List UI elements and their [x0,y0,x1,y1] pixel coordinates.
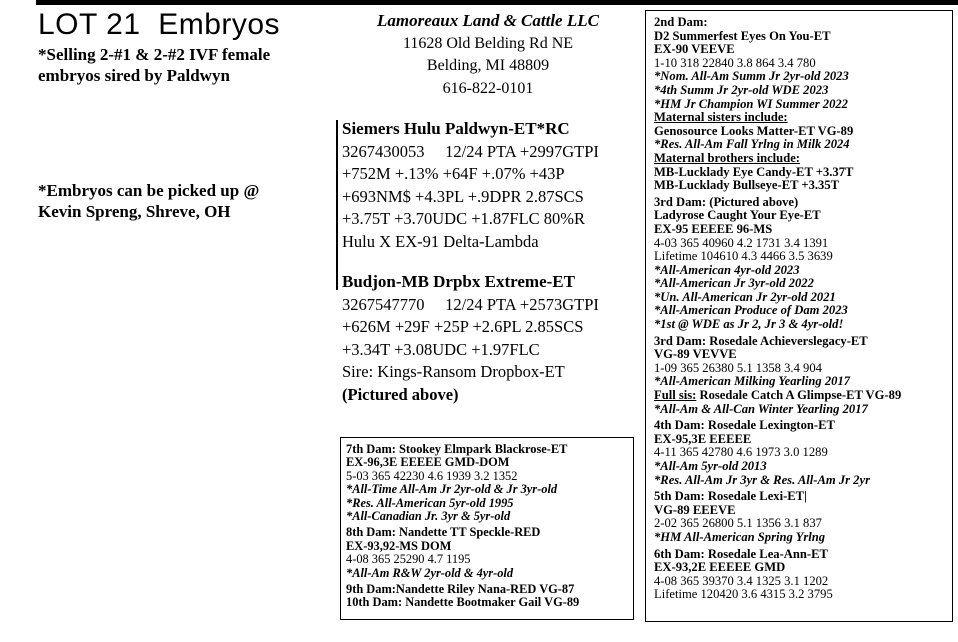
sire-name: Siemers Hulu Paldwyn-ET*RC [342,119,570,138]
dam-4-record: 4-11 365 42780 4.6 1973 3.0 1289 [654,445,828,460]
dam-2-name: D2 Summerfest Eyes On You-ET [654,28,831,43]
dam-5-award: *HM All-American Spring Yrlng [654,529,826,544]
selling-note [38,44,270,86]
selling-note-line: *Selling 2-#1 & 2-#2 IVF female [38,45,271,64]
dam-3a-award: *1st @ WDE as Jr 2, Jr 3 & 4yr-old! [654,317,844,332]
dam-3a-award: *Un. All-American Jr 2yr-old 2021 [654,289,836,304]
dam-3b-full-sister [654,389,901,403]
maternal-brother: MB-Lucklady Eye Candy-ET +3.37T [654,164,854,179]
dam-3a-score: EX-95 EEEEE 96-MS [654,221,773,236]
dam-3a-title: 3rd Dam: (Pictured above) [654,194,799,209]
dam-3b-award: *All-American Milking Yearling 2017 [654,374,851,389]
sire-divider [336,120,338,290]
sire-name: Budjon-MB Drpbx Extreme-ET [342,272,575,291]
dam-8-score: EX-93,92-MS DOM [346,538,452,553]
dam-4-award: *All-Am 5yr-old 2013 [654,459,767,473]
maternal-sister-award: *Res. All-Am Fall Yrlng in Milk 2024 [654,137,850,152]
dam-2-award: *HM Jr Champion WI Summer 2022 [654,96,848,111]
farm-info [358,10,618,100]
lot-title [38,8,280,42]
dam-7-record: 5-03 365 42230 4.6 1939 3.2 1352 [346,468,518,483]
dam-2-title: 2nd Dam: [654,15,708,29]
pickup-note-line: Kevin Spreng, Shreve, OH [38,202,231,221]
dam-3a-lifetime: Lifetime 104610 4.3 4466 3.5 3639 [654,249,833,264]
top-rule [36,0,958,5]
dam-4-award: *Res. All-Am Jr 3yr & Res. All-Am Jr 2yr [654,472,870,487]
dam-7-award: *Res. All-American 5yr-old 1995 [346,495,514,510]
dam-3a-award: *All-American Jr 3yr-old 2022 [654,276,814,291]
dam-3a-name: Ladyrose Caught Your Eye-ET [654,208,821,223]
dam-3b-full-sister-award: *All-Am & All-Can Winter Yearling 2017 [654,401,868,416]
farm-phone: 616-822-0101 [442,79,534,97]
dam-5-score: VG-89 EEEVE [654,502,736,517]
pickup-note [38,180,259,222]
dam-3a-award: *All-American Produce of Dam 2023 [654,303,848,318]
sire-line: +693NM$ +4.3PL +.9DPR 2.87SCS [342,186,584,206]
dam-8-record: 4-08 365 25290 4.7 1195 [346,552,471,567]
maternal-brother: MB-Lucklady Bullseye-ET +3.35T [654,178,840,193]
sire-line: +3.75T +3.70UDC +1.87FLC 80%R [342,209,586,228]
dam-6-title: 6th Dam: Rosedale Lea-Ann-ET [654,546,828,561]
dam-3b-score: VG-89 VEVVE [654,347,737,362]
sire-line: Hulu X EX-91 Delta-Lambda [342,231,539,251]
deep-dams-list [346,443,579,610]
farm-city: Belding, MI 48809 [426,57,550,74]
dam-3a-award: *All-American 4yr-old 2023 [654,262,800,277]
dam-7-award: *All-Canadian Jr. 3yr & 5yr-old [346,509,511,524]
full-sister-label: Full sis: [654,388,697,403]
dam-2-record: 1-10 318 22840 3.8 864 3.4 780 [654,55,816,70]
lot-number: LOT 21 [38,8,141,41]
dam-4-title: 4th Dam: Rosedale Lexington-ET [654,418,835,433]
sire-line: Sire: Kings-Ransom Dropbox-ET [342,362,565,381]
dam-2-award: *4th Summ Jr 2yr-old WDE 2023 [654,82,829,97]
sire-line: +752M +.13% +64F +.07% +43P [342,164,565,183]
lot-title-word: Embryos [158,8,281,41]
dam-2-award: *Nom. All-Am Summ Jr 2yr-old 2023 [654,69,849,84]
sire-line: 3267430053 12/24 PTA +2997GTPI [342,141,599,161]
sire-line: +3.34T +3.08UDC +1.97FLC [342,339,540,359]
farm-address: 11628 Old Belding Rd NE [402,34,574,52]
full-sister-name: Rosedale Catch A Glimpse-ET VG-89 [696,388,902,403]
farm-name: Lamoreaux Land & Cattle LLC [377,11,599,30]
dam-7-score: EX-96,3E EEEEE GMD-DOM [346,455,510,470]
sire-line: +626M +29F +25P +2.6PL 2.85SCS [342,317,584,336]
dam-6-lifetime: Lifetime 120420 3.6 4315 3.2 3795 [654,587,833,602]
dam-pedigree-list [654,16,901,602]
dam-4-score: EX-95,3E EEEEE [654,431,752,446]
sire-block-paldwyn [342,118,599,253]
dam-5-record: 2-02 365 26800 5.1 1356 3.1 837 [654,516,822,531]
dam-3b-record: 1-09 365 26380 5.1 1358 3.4 904 [654,360,822,375]
dam-6-record: 4-08 365 39370 3.4 1325 3.1 1202 [654,573,829,588]
dam-2-score: EX-90 VEEVE [654,42,735,57]
dam-7-title: 7th Dam: Stookey Elmpark Blackrose-ET [346,442,568,456]
selling-note-line: embryos sired by Paldwyn [38,66,230,85]
pickup-note-line: *Embryos can be picked up @ [38,181,260,200]
dam-6-score: EX-93,2E EEEEE GMD [654,560,786,575]
dam-7-award: *All-Time All-Am Jr 2yr-old & Jr 3yr-old [346,482,558,497]
dam-8-title: 8th Dam: Nandette TT Speckle-RED [346,525,541,540]
maternal-sister: Genosource Looks Matter-ET VG-89 [654,123,854,138]
maternal-sisters-heading: Maternal sisters include: [654,110,788,125]
dam-5-title: 5th Dam: Rosedale Lexi-ET| [654,489,807,504]
dam-3b-title: 3rd Dam: Rosedale Achieverslegacy-ET [654,333,868,348]
dam-3a-record: 4-03 365 40960 4.2 1731 3.4 1391 [654,235,829,250]
sire-pictured-note: (Pictured above) [342,384,459,404]
dam-8-award: *All-Am R&W 2yr-old & 4yr-old [346,565,514,580]
maternal-brothers-heading: Maternal brothers include: [654,150,800,165]
dam-9-title: 9th Dam:Nandette Riley Nana-RED VG-87 [346,582,575,597]
sire-block-extreme [342,271,599,406]
sire-line: 3267547770 12/24 PTA +2573GTPI [342,294,599,314]
dam-10-title: 10th Dam: Nandette Bootmaker Gail VG-89 [346,595,580,610]
